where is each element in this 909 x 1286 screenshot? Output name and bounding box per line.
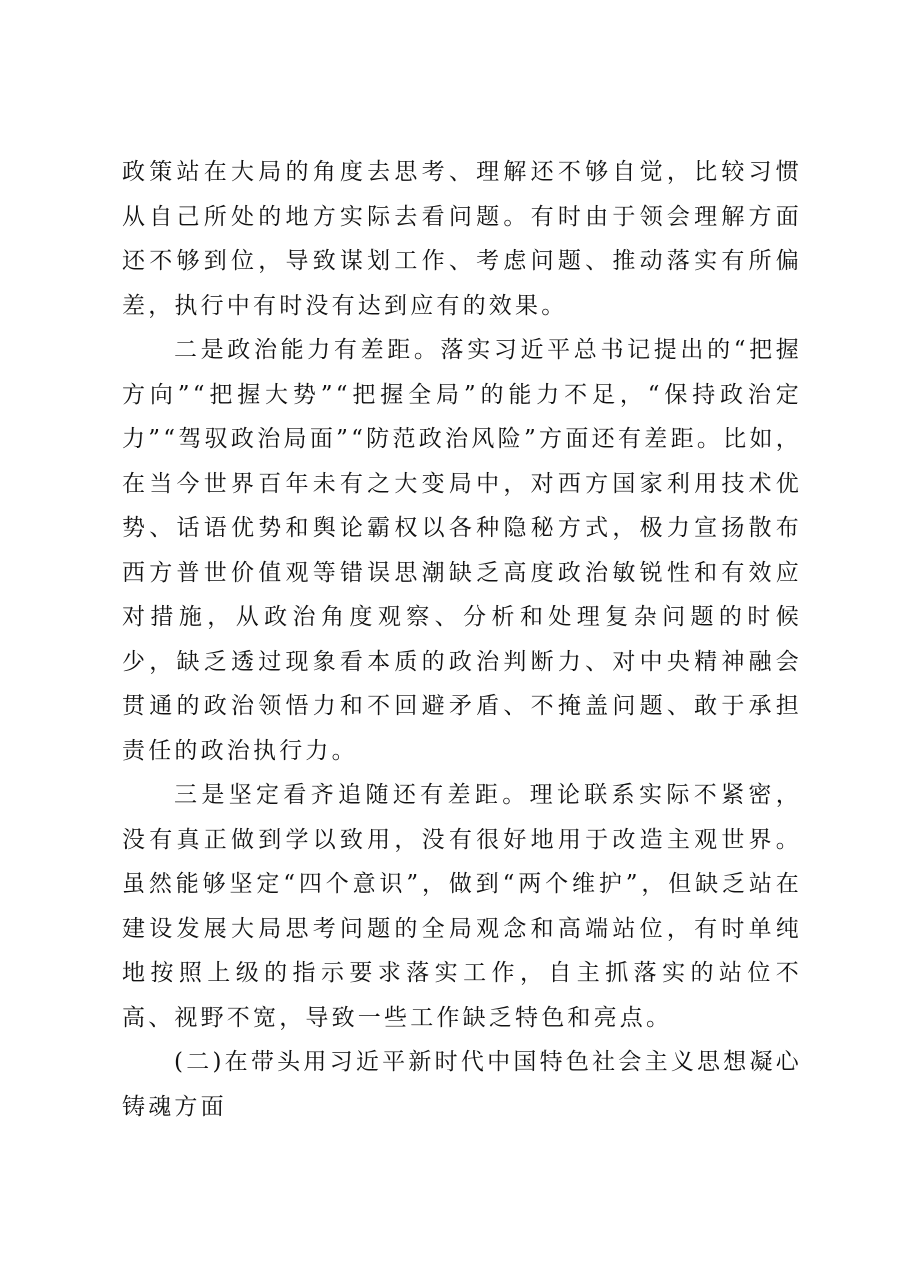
document-body bbox=[122, 150, 802, 1129]
paragraph-continuation: 政策站在大局的角度去思考、理解还不够自觉，比较习惯从自己所处的地方实际去看问题。有时由于领会理解方面还不够到位，导致谋划工作、考虑问题、推动落实有所偏差，执行中有时没有达到应有的效果。 bbox=[122, 159, 802, 319]
section-heading-2: (二)在带头用习近平新时代中国特色社会主义思想凝心铸魂方面 bbox=[122, 1049, 802, 1120]
paragraph-political-ability: 二是政治能力有差距。落实习近平总书记提出的“把握方向”“把握大势”“把握全局”的能力不足，“保持政治定力”“驾驭政治局面”“防范政治风险”方面还有差距。比如，在当今世界百年未有之大变局中，对西方国家利用技术优势、话语优势和舆论霸权以各种隐秘方式，极力宣扬散布西方普世价值观等错误思潮缺乏高度政治敏锐性和有效应对措施，从政治角度观察、分析和处理复杂问题的时候少，缺乏透过现象看本质的政治判断力、对中央精神融会贯通的政治领悟力和不回避矛盾、不掩盖问题、敢于承担责任的政治执行力。 bbox=[122, 337, 802, 764]
paragraph-alignment-following: 三是坚定看齐追随还有差距。理论联系实际不紧密，没有真正做到学以致用，没有很好地用于改造主观世界。虽然能够坚定“四个意识”，做到“两个维护”，但缺乏站在建设发展大局思考问题的全局观念和高端站位，有时单纯地按照上级的指示要求落实工作，自主抓落实的站位不高、视野不宽，导致一些工作缺乏特色和亮点。 bbox=[122, 782, 802, 1031]
